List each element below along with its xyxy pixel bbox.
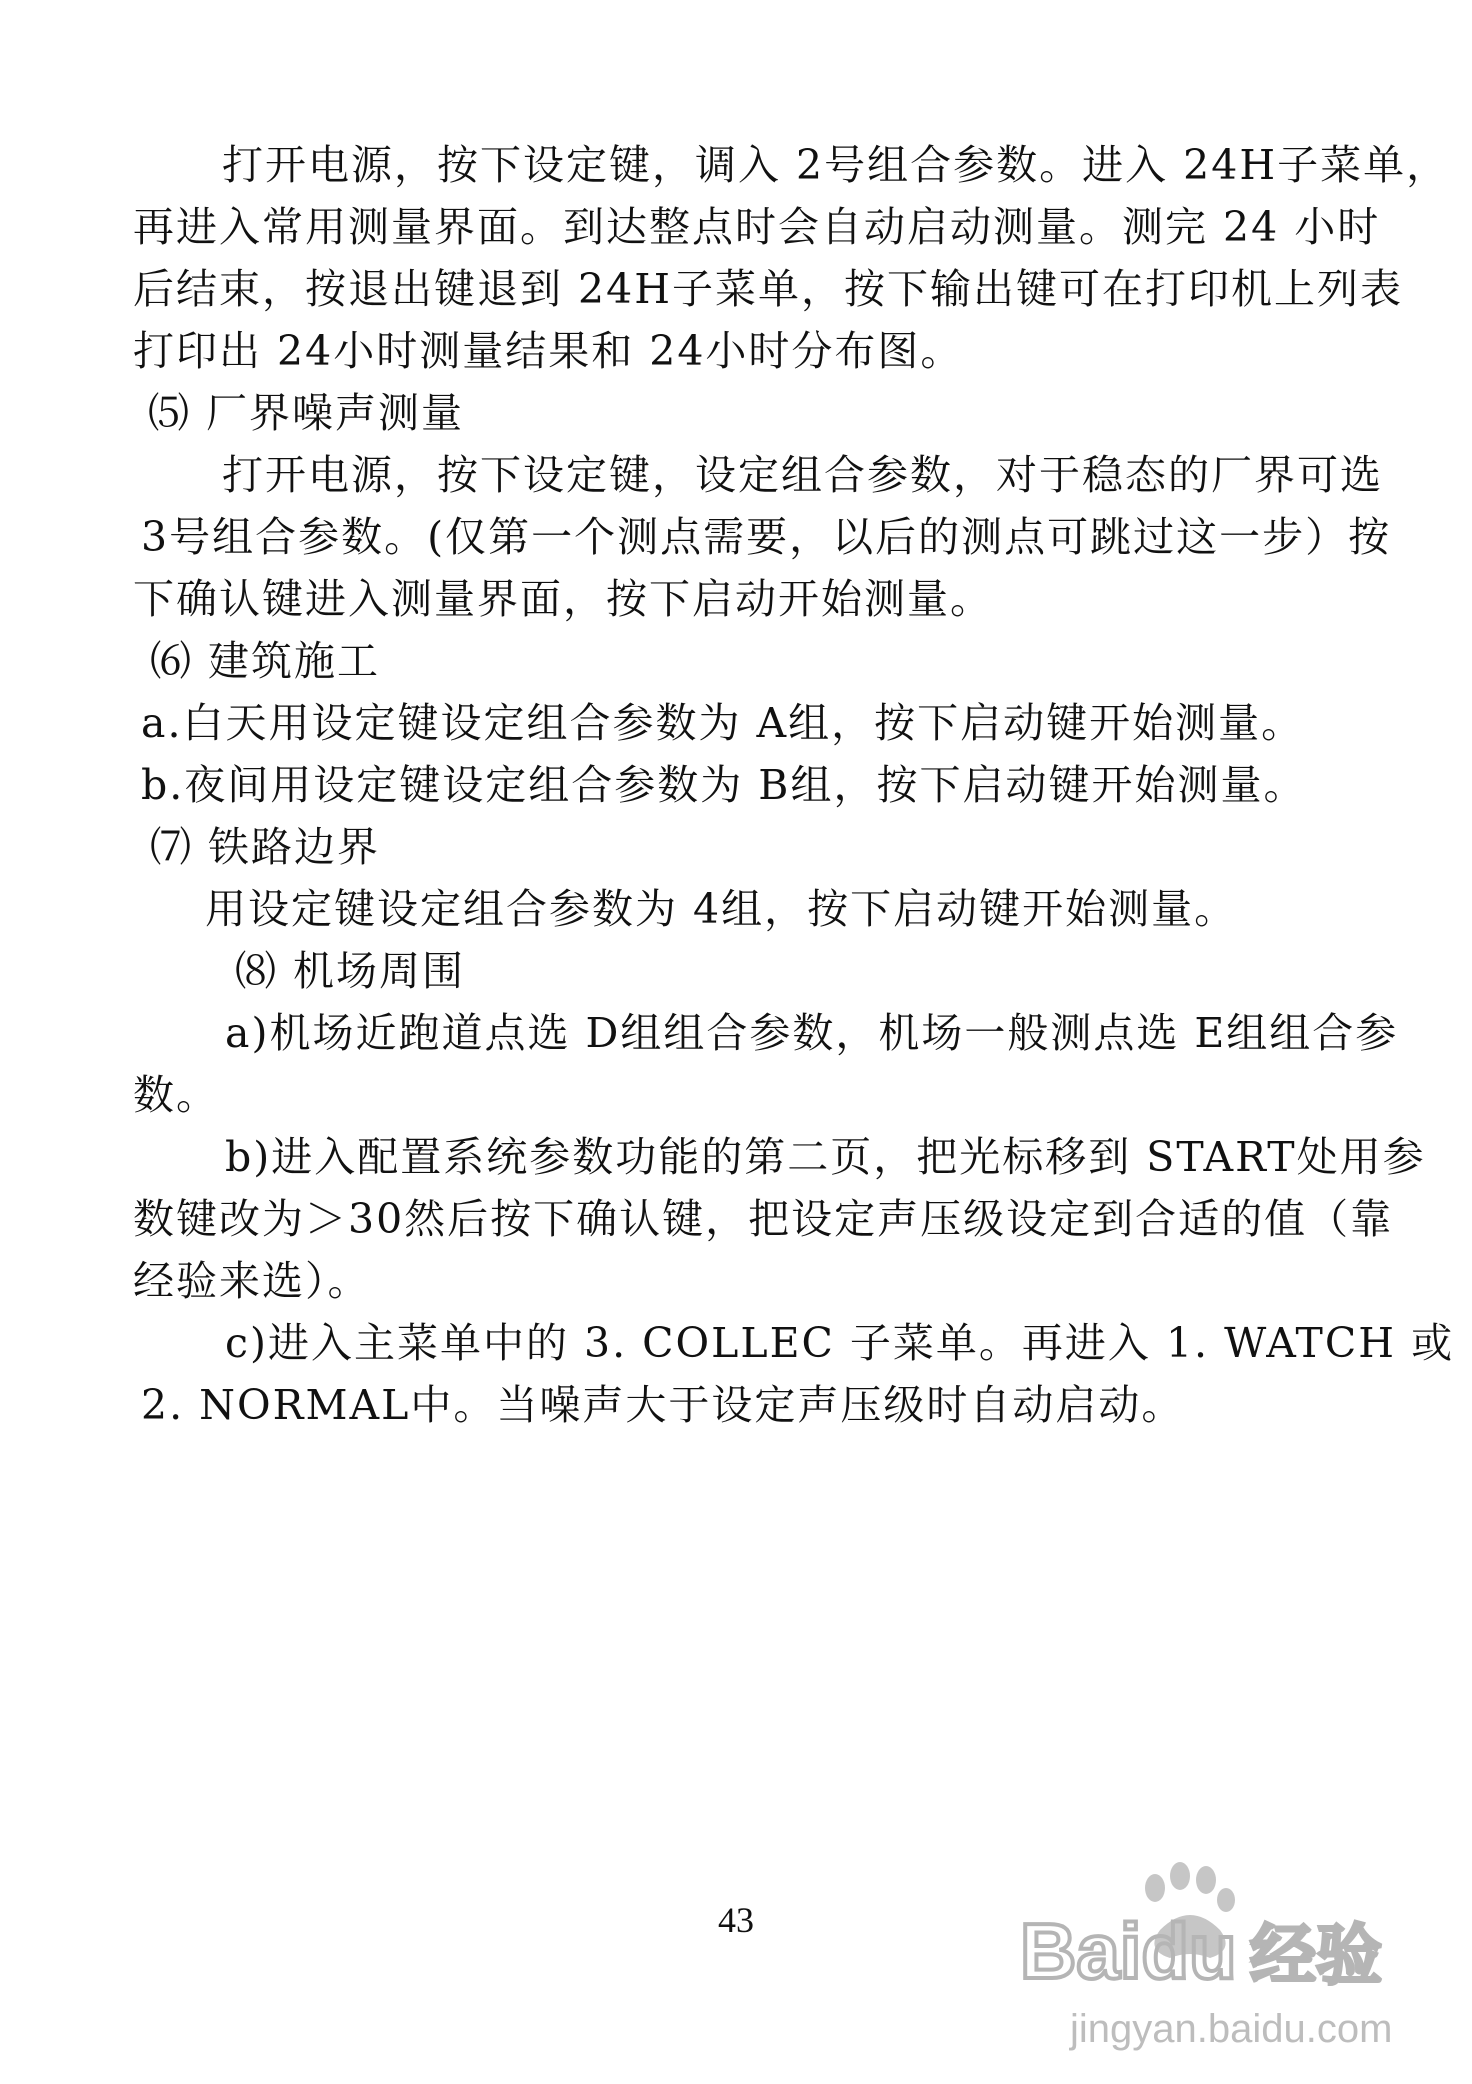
text-line-2: 再进入常用测量界面。到达整点时会自动启动测量。测完 24 小时 [133,203,1381,251]
text-line-10: a.白天用设定键设定组合参数为 A组，按下启动键开始测量。 [141,699,1305,747]
text-line-16: 数。 [133,1071,219,1119]
text-line-20: c)进入主菜单中的 3. COLLEC 子菜单。再进入 1. WATCH 或 [225,1319,1455,1367]
text-line-11: b.夜间用设定键设定组合参数为 B组，按下启动键开始测量。 [141,761,1307,809]
text-line-18: 数键改为＞30然后按下确认键，把设定声压级设定到合适的值（靠 [133,1195,1394,1243]
watermark-url: jingyan.baidu.com [1070,2007,1393,2051]
text-line-4: 打印出 24小时测量结果和 24小时分布图。 [133,327,964,375]
section-heading-7: ⑺ 铁路边界 [150,823,381,871]
page-number: 43 [718,1900,754,1940]
text-line-6: 打开电源，按下设定键，设定组合参数，对于稳态的厂界可选 [222,451,1383,499]
section-heading-8: ⑻ 机场周围 [235,947,466,995]
watermark-suffix: 经验 [1250,1917,1382,1994]
text-line-1: 打开电源，按下设定键，调入 2号组合参数。进入 24H子菜单， [222,141,1450,189]
text-line-15: a)机场近跑道点选 D组组合参数，机场一般测点选 E组组合参 [225,1009,1399,1057]
section-heading-6: ⑹ 建筑施工 [150,637,381,685]
text-line-19: 经验来选）。 [133,1257,371,1305]
text-line-17: b)进入配置系统参数功能的第二页，把光标移到 START处用参 [225,1133,1426,1181]
section-heading-5: ⑸ 厂界噪声测量 [148,389,465,437]
text-line-7: 3号组合参数。(仅第一个测点需要，以后的测点可跳过这一步）按 [141,513,1392,561]
text-line-8: 下确认键进入测量界面，按下启动开始测量。 [133,575,993,623]
baidu-jingyan-watermark [1010,1850,1450,2070]
text-line-13: 用设定键设定组合参数为 4组，按下启动键开始测量。 [205,885,1238,933]
text-line-3: 后结束，按退出键退到 24H子菜单，按下输出键可在打印机上列表 [133,265,1403,313]
watermark-brand: Baidu [1020,1907,1237,1995]
text-line-21: 2. NORMAL中。当噪声大于设定声压级时自动启动。 [141,1381,1185,1429]
